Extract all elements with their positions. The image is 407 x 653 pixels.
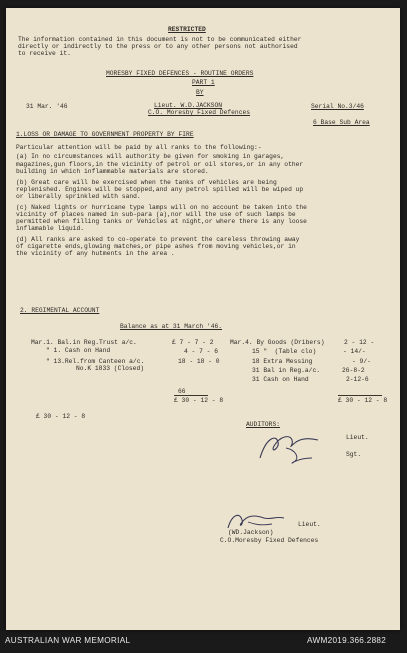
serial-number: Serial No.3/46 <box>311 103 364 110</box>
section-1-line: permitted when filling tanks or Vehicles at night,or where there is any loose <box>16 218 307 225</box>
section-1-line: or liberally sprinkled with sand. <box>16 193 141 200</box>
sub-area: 6 Base Sub Area <box>313 119 370 126</box>
officer-name: Lieut. W.D.JACKSON <box>154 102 223 109</box>
section-1-line: magazines,gun floors,in the vicinity of petrol or oil stores,or in any other <box>16 161 304 168</box>
credit-amount: £ 7 - 7 - 2 <box>172 339 214 346</box>
auditor-signature-1 <box>256 428 326 468</box>
warning-line-1: The information contained in this document is not to be communicated either <box>18 36 302 43</box>
credit-label: " 1. Cash on Hand <box>46 347 111 354</box>
by-label: BY <box>196 89 204 96</box>
auditor-rank-1: Lieut. <box>346 434 369 441</box>
section-1-line: building in which inflammable materials are stored. <box>16 168 209 175</box>
classification-heading: RESTRICTED <box>168 26 206 33</box>
co-rank: Lieut. <box>298 521 321 528</box>
footer-institution: AUSTRALIAN WAR MEMORIAL <box>5 636 131 645</box>
section-1-line: (c) Naked lights or hurricane type lamps will on no account be taken into the <box>16 204 307 211</box>
credit-amount: 4 - 7 - 6 <box>184 348 219 355</box>
section-1-line: (d) All ranks are asked to co-operate to prevent the careless throwing away <box>16 236 300 243</box>
debit-amount: - 14/- <box>343 348 366 355</box>
document-title: MORESBY FIXED DEFENCES - ROUTINE ORDERS <box>106 70 254 77</box>
debit-amount: - 9/- <box>352 358 371 365</box>
auditor-rank-2: Sgt. <box>346 451 362 458</box>
co-name: (WD.Jackson) <box>228 529 274 536</box>
credit-label: No.K 1833 (Closed) <box>76 365 145 372</box>
debit-amount: 2-12-6 <box>346 376 369 383</box>
officer-role: C.O. Moresby Fixed Defences <box>148 109 251 116</box>
section-1-line: replenished. Engines will be stopped,and any petrol spilled will be wiped up <box>16 186 304 193</box>
section-1-line: vicinity of places named in sub-para (a),nor will the use of such lamps be <box>16 211 296 218</box>
debit-amount: 26-8-2 <box>342 367 365 374</box>
section-1-line: inflamable liquid. <box>16 225 85 232</box>
section-1-line: the vicinity of any hutments in the area . <box>16 250 175 257</box>
order-date: 31 Mar. '46 <box>26 103 68 110</box>
debit-total: £ 30 - 12 - 8 <box>338 397 388 404</box>
co-role: C.O.Moresby Fixed Defences <box>220 537 319 544</box>
debit-amount: 2 - 12 - <box>344 339 375 346</box>
section-1-line: of cigarette ends,glowing matches,or pipe ashes from moving vehicles,or in <box>16 243 296 250</box>
handwritten-mark: 66 <box>178 388 186 395</box>
total-rule <box>174 395 208 396</box>
credit-total: £ 30 - 12 - 8 <box>174 397 224 404</box>
balance-title: Balance as at 31 March '46. <box>120 323 223 330</box>
section-2-heading: 2. REGIMENTAL ACCOUNT <box>20 307 100 314</box>
credit-label: " 13.Rel.from Canteen a/c. <box>46 358 145 365</box>
section-1-line: (b) Great care will be exercised when the tanks of vehicles are being <box>16 179 277 186</box>
credit-total-repeat: £ 30 - 12 - 8 <box>36 413 86 420</box>
debit-label: 15 " (Table clo) <box>252 348 317 355</box>
part-label: PART 1 <box>192 79 215 86</box>
warning-line-3: to receive it. <box>18 50 71 57</box>
auditors-heading: AUDITORS: <box>246 421 281 428</box>
warning-line-2: directly or indirectly to the press or to any other persons not authorised <box>18 43 298 50</box>
section-1-line: (a) In no circumstances will authority be given for smoking in garages, <box>16 153 285 160</box>
footer-accession-number: AWM2019.366.2882 <box>307 636 387 645</box>
debit-label: 31 Bal in Reg.a/c. <box>252 367 321 374</box>
credit-label: Mar.1. Bal.in Reg.Trust a/c. <box>31 339 137 346</box>
credit-amount: 18 - 18 - 0 <box>178 358 220 365</box>
total-rule <box>338 395 382 396</box>
section-1-heading: 1.LOSS OR DAMAGE TO GOVERNMENT PROPERTY BY FIRE <box>16 131 194 138</box>
debit-label: Mar.4. By Goods (Dribers) <box>230 339 325 346</box>
debit-label: 18 Extra Messing <box>252 358 313 365</box>
document-page <box>6 8 400 630</box>
section-1-line: Particular attention will be paid by all ranks to the following:- <box>16 144 262 151</box>
debit-label: 31 Cash on Hand <box>252 376 309 383</box>
